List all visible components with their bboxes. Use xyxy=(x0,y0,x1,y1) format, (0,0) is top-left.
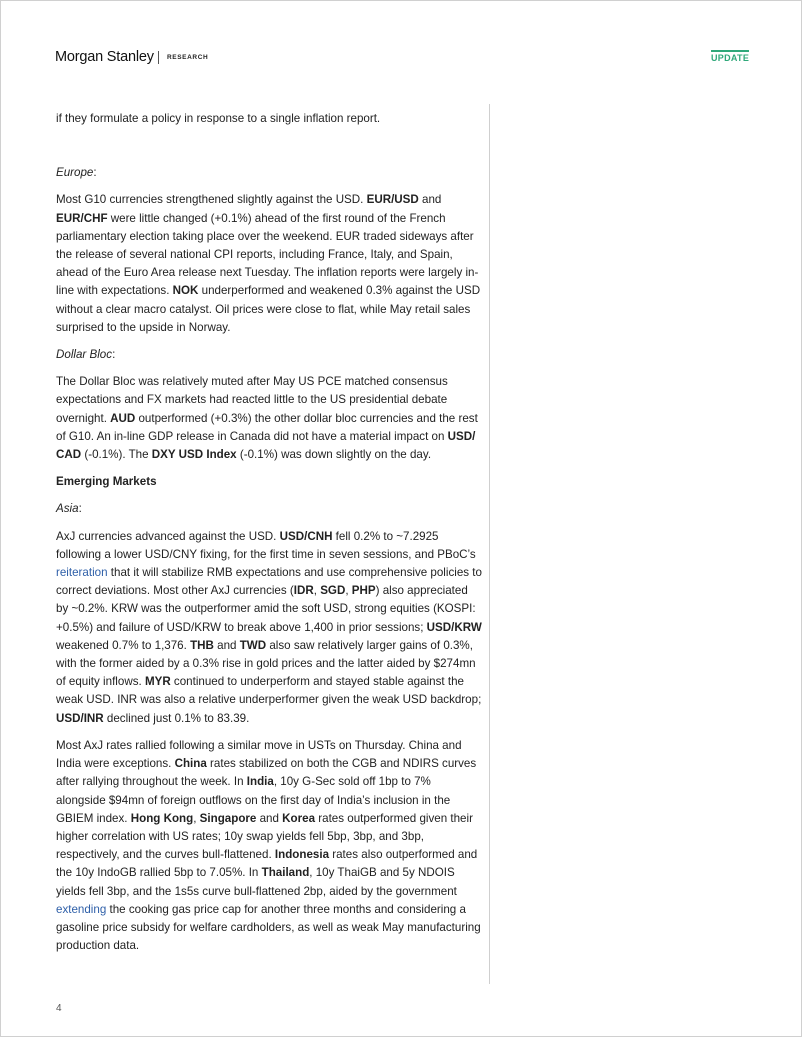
country-singapore: Singapore xyxy=(199,811,257,825)
asia-heading: Asia: xyxy=(56,502,82,516)
country-thailand: Thailand xyxy=(261,866,310,880)
text-run: AxJ currencies advanced against the USD. xyxy=(56,529,280,543)
text-run: also saw relatively larger gains of 0.3%, with the former aided by a 0.3% rise in gold prices and the latter aided by $274mn of equity inflows. xyxy=(56,638,476,689)
text-run: (-0.1%). The xyxy=(81,448,152,462)
country-korea: Korea xyxy=(282,811,316,825)
country-indonesia: Indonesia xyxy=(274,848,330,862)
ticker-usd-cad: USD/ CAD xyxy=(56,429,476,462)
text-run: rates stabilized on both the CGB and NDIRS curves after rallying throughout the week. In xyxy=(56,757,477,789)
text-run: , xyxy=(313,584,321,598)
dollar-bloc-paragraph xyxy=(56,373,482,464)
text-run: , xyxy=(345,584,352,598)
ticker-nok: NOK xyxy=(172,284,199,298)
text-run: continued to underperform and stayed stable against the weak USD. INR was also a relative underperformer given the weak USD backdrop; xyxy=(56,675,482,707)
ticker-dxy: DXY USD Index xyxy=(151,448,237,462)
ticker-usd-inr: USD/INR xyxy=(56,711,104,725)
ticker-eur-chf: EUR/CHF xyxy=(56,211,108,225)
text-run: were little changed (+0.1%) ahead of the first round of the French parliamentary election taking place over the weekend. EUR traded sideways after the release of several national CPI reports, including France, Italy, and Spain, ahead of the Euro Area release next Tuesday. The inflation reports were largely in-line with expectations. xyxy=(56,211,479,298)
text-run: Most G10 currencies strengthened slightly against the USD. xyxy=(56,193,367,207)
asia-paragraph xyxy=(56,528,482,728)
ticker-thb: THB xyxy=(190,638,214,652)
europe-heading: Europe: xyxy=(56,166,97,180)
brand-logo: Morgan Stanley xyxy=(55,49,154,65)
text-run: Most AxJ rates rallied following a similar move in USTs on Thursday. China and India were exceptions. xyxy=(56,738,462,771)
reiteration-link[interactable]: reiteration xyxy=(56,566,108,580)
text-run: (-0.1%) was down slightly on the day. xyxy=(236,448,432,462)
text-run: and xyxy=(418,193,442,207)
text-run: weakened 0.7% to 1,376. xyxy=(56,638,191,652)
extending-link[interactable]: extending xyxy=(56,902,107,916)
text-run: declined just 0.1% to 83.39. xyxy=(103,711,250,725)
ticker-usd-krw: USD/KRW xyxy=(426,620,482,634)
text-run: rates outperformed given their higher correlation with US rates; 10y swap yields fell 5bp, 3bp, and 3bp, respectively, and the curves bull-flattened. xyxy=(56,811,473,862)
europe-paragraph xyxy=(56,191,482,337)
main-content xyxy=(56,110,482,955)
ticker-usd-cnh: USD/CNH xyxy=(279,529,333,543)
ticker-idr: IDR xyxy=(293,584,314,598)
asia-label: Asia xyxy=(56,502,79,516)
text-run: and xyxy=(213,638,240,652)
text-run: , 10y ThaiGB and 5y NDOIS yields fell 3bp, and the 1s5s curve bull-flattened 2bp, aided by the government xyxy=(56,866,457,898)
europe-label: Europe xyxy=(56,166,94,180)
column-divider xyxy=(489,104,490,984)
emerging-markets-title: Emerging Markets xyxy=(56,475,157,489)
text-run: and xyxy=(256,811,283,825)
text-run: , xyxy=(193,811,200,825)
update-badge: UPDATE xyxy=(711,50,749,63)
dollar-bloc-label: Dollar Bloc xyxy=(56,348,113,362)
ticker-php: PHP xyxy=(351,584,376,598)
brand-divider xyxy=(158,51,159,64)
country-hong-kong: Hong Kong xyxy=(130,811,194,825)
section-label: RESEARCH xyxy=(167,54,209,61)
dollar-bloc-heading: Dollar Bloc: xyxy=(56,348,116,362)
country-china: China xyxy=(174,757,207,771)
ticker-eur-usd: EUR/USD xyxy=(366,193,419,207)
page-number: 4 xyxy=(56,1003,62,1014)
text-run: outperformed (+0.3%) the other dollar bloc currencies and the rest of G10. An in-line GDP release in Canada did not have a material impact on xyxy=(56,411,478,443)
intro-paragraph: if they formulate a policy in response to a single inflation report. xyxy=(56,112,381,125)
text-run: rates also outperformed and the 10y IndoGB rallied 5bp to 7.05%. In xyxy=(56,848,478,880)
text-run: the cooking gas price cap for another three months and considering a gasoline price subsidy for welfare cardholders, as well as weak May manufacturing production data. xyxy=(56,902,481,953)
text-run: ) also appreciated by ~0.2%. KRW was the outperformer amid the soft USD, strong equities (KOSPI: +0.5%) and failure of USD/KRW to break above 1,400 in prior sessions; xyxy=(56,584,476,634)
text-run: The Dollar Bloc was relatively muted after May US PCE matched consensus expectations and FX markets had reacted little to the US presidential debate overnight. xyxy=(56,375,448,425)
ticker-sgd: SGD xyxy=(320,584,346,598)
ticker-twd: TWD xyxy=(239,638,267,652)
text-run: fell 0.2% to ~7.2925 following a lower USD/CNY fixing, for the first time in seven sessions, and PBoC’s xyxy=(56,529,476,561)
emerging-markets-heading xyxy=(56,473,482,491)
ticker-myr: MYR xyxy=(144,675,171,689)
text-run: that it will stabilize RMB expectations and use comprehensive policies to correct deviations. Most other AxJ currencies ( xyxy=(56,566,482,598)
text-run: underperformed and weakened 0.3% against the USD without a clear macro catalyst. Oil prices were close to flat, while May retail sales surprised to the upside in Norway. xyxy=(56,284,481,334)
text-run: , 10y G-Sec sold off 1bp to 7% alongside $94mn of foreign outflows on the first day of India’s inclusion in the GBIEM index. xyxy=(56,775,451,825)
country-india: India xyxy=(246,775,274,789)
ticker-aud: AUD xyxy=(110,411,136,425)
rates-paragraph xyxy=(56,737,482,955)
